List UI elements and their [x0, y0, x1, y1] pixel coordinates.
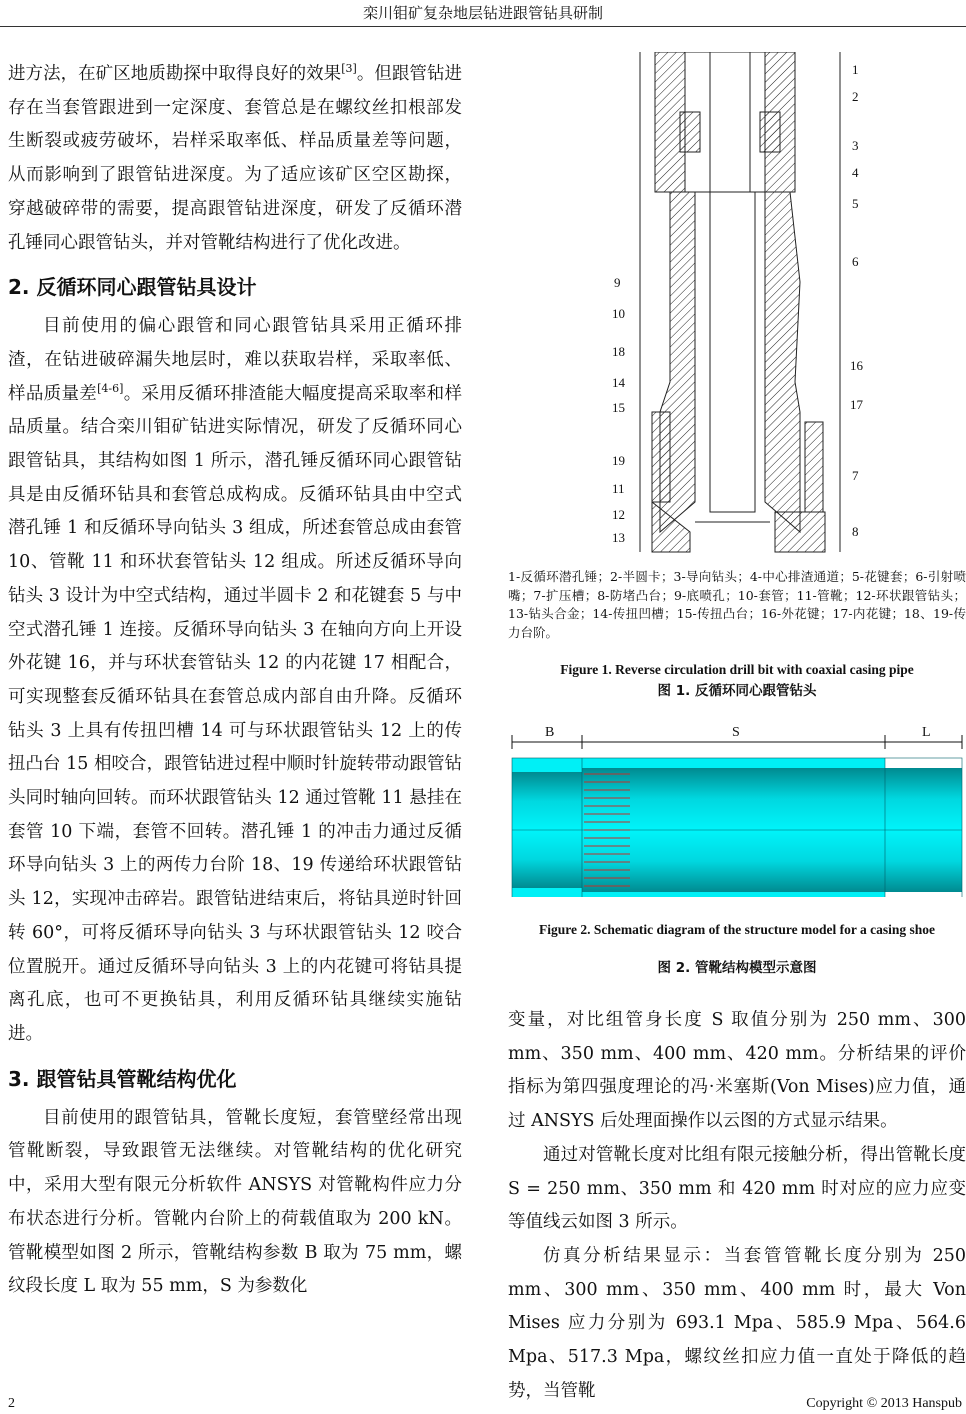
paragraph: 仿真分析结果显示：当套管管靴长度分别为 250 mm、300 mm、350 mm、400 mm 时，最大 Von Mises 应力分别为 693.1 Mpa、585.9 Mpa、564.6 Mpa、517.3 Mpa，螺纹丝扣应力值一直处于降低的趋势，当管靴: [508, 1245, 966, 1401]
callout-15: 15: [612, 400, 625, 415]
figure-1-legend: 1-反循环潜孔锤；2-半圆卡；3-导向钻头；4-中心排渣通道；5-花键套；6-引射喷嘴；7-扩压槽；8-防堵凸台；9-底喷孔；10-套管；11-管靴；12-环状跟管钻头；13-钻头合金；14-传扭凹槽；15-传扭凸台；16-外花键；17-内花键；18、19-传力台阶。: [508, 569, 966, 640]
dim-label-l: L: [922, 725, 931, 740]
text: 。采用反循环排渣能大幅度提高采取率和样品质量。结合栾川钼矿钻进实际情况，研发了反循环同心跟管钻具，其结构如图 1 所示，潜孔锤反循环同心跟管钻具是由反循环钻具和套管总成构成。反循环钻具由中空式潜孔锤 1 和反循环导向钻头 3 组成，所述套管总成由套管 10、管靴 11 和环状套管钻头 12 组成。所述反循环导向钻头 3 设计为中空式结构，通过半圆卡 2 和花键套 5 与中空式潜孔锤 1 连接。反循环导向钻头 3 在轴向方向上开设外花键 16，并与环状套管钻头 12 的内花键 17 相配合，可实现整套反循环钻具在套管总成内部自由升降。反循环钻头 3 上具有传扭凹槽 14 可与环状跟管钻头 12 上的传扭凸台 15 相咬合，跟管钻进过程中顺时针旋转带动跟管钻头同时轴向回转。而环状跟管钻头 12 通过管靴 11 悬挂在套管 10 下端，套管不回转。潜孔锤 1 的冲击力通过反循环导向钻头 3 上的两传力台阶 18、19 传递给环状跟管钻头 12，实现冲击碎岩。跟管钻进结束后，将钻具逆时针回转 60°，可将反循环导向钻头 3 与环状跟管钻头 12 咬合位置脱开。通过反循环导向钻头 3 上的内花键可将钻具提离孔底，也可不更换钻具，利用反循环钻具继续实施钻进。: [8, 383, 463, 1044]
callout-16: 16: [850, 358, 863, 373]
callout-13: 13: [612, 530, 625, 545]
callout-14: 14: [612, 375, 625, 390]
paragraph: [8, 310, 462, 1051]
page-number: 2: [8, 1396, 15, 1411]
figure-2-drawing: [510, 722, 965, 897]
text: 。但跟管钻进存在当套管跟进到一定深度、套管总是在螺纹丝扣根部发生断裂或疲劳破坏，岩样采取率低、样品质量差等问题，从而影响到了跟管钻进深度。为了适应该矿区空区勘探，穿越破碎带的需要，提高跟管钻进深度，研发了反循环潜孔锤同心跟管钻头，并对管靴结构进行了优化改进。: [8, 64, 462, 253]
drill-bit-cross-section: [600, 52, 880, 557]
callout-9: 9: [614, 275, 621, 290]
paragraph: 变量，对比组管身长度 S 取值分别为 250 mm、300 mm、350 mm、400 mm、420 mm。分析结果的评价指标为第四强度理论的冯·米塞斯(Von Mises)应力值，通过 ANSYS 后处理面操作以云图的方式显示结果。: [508, 1010, 966, 1132]
citation: [4-6]: [97, 381, 124, 395]
callout-3: 3: [852, 138, 859, 153]
left-column: [8, 58, 462, 1304]
copyright: Copyright © 2013 Hanspub: [806, 1396, 962, 1411]
figure-2-caption-en: Figure 2. Schematic diagram of the structure model for a casing shoe: [539, 922, 935, 937]
paragraph: 目前使用的跟管钻具，管靴长度短，套管壁经常出现管靴断裂，导致跟管无法继续。对管靴结构的优化研究中，采用大型有限元分析软件 ANSYS 对管靴构件应力分布状态进行分析。管靴内台阶上的荷载值取为 200 kN。管靴模型如图 2 所示，管靴结构参数 B 取为 75 mm，螺纹段长度 L 取为 55 mm，S 为参数化: [8, 1107, 462, 1297]
callout-18: 18: [612, 344, 625, 359]
figure-1-caption-zh: 图 1. 反循环同心跟管钻头: [657, 683, 817, 699]
callout-12: 12: [612, 507, 625, 522]
figure-1-caption-en: Figure 1. Reverse circulation drill bit with coaxial casing pipe: [560, 662, 914, 677]
callout-11: 11: [612, 481, 625, 496]
section-heading-3: 3. 跟管钻具管靴结构优化: [8, 1066, 237, 1091]
callout-4: 4: [852, 165, 859, 180]
header-rule: [0, 26, 966, 27]
text: 进方法，在矿区地质勘探中取得良好的效果: [8, 64, 342, 84]
text: 目前使用的偏心跟管和同心跟管钻具采用正循环排渣，在钻进破碎漏失地层时，难以获取岩样，采取率低、样品质量差: [8, 316, 462, 404]
right-column: [508, 1004, 966, 1408]
callout-5: 5: [852, 196, 859, 211]
callout-17: 17: [850, 397, 863, 412]
callout-19: 19: [612, 453, 625, 468]
callout-8: 8: [852, 524, 859, 539]
callout-1: 1: [852, 62, 859, 77]
dim-label-s: S: [732, 725, 740, 740]
figure-1-drawing: [600, 52, 880, 557]
dim-label-b: B: [545, 725, 555, 740]
callout-6: 6: [852, 254, 859, 269]
paragraph: [8, 58, 462, 260]
callout-2: 2: [852, 89, 859, 104]
running-header: 栾川钼矿复杂地层钻进跟管钻具研制: [362, 4, 603, 22]
callout-7: 7: [852, 468, 859, 483]
callout-10: 10: [612, 306, 625, 321]
paragraph: 通过对管靴长度对比组有限元接触分析，得出管靴长度 S = 250 mm、350 mm 和 420 mm 时对应的应力应变等值线云如图 3 所示。: [508, 1144, 966, 1233]
casing-shoe-model: [510, 722, 965, 897]
figure-2-caption-zh: 图 2. 管靴结构模型示意图: [657, 960, 817, 976]
section-heading-2: 2. 反循环同心跟管钻具设计: [8, 275, 257, 300]
citation: [3]: [341, 62, 357, 76]
